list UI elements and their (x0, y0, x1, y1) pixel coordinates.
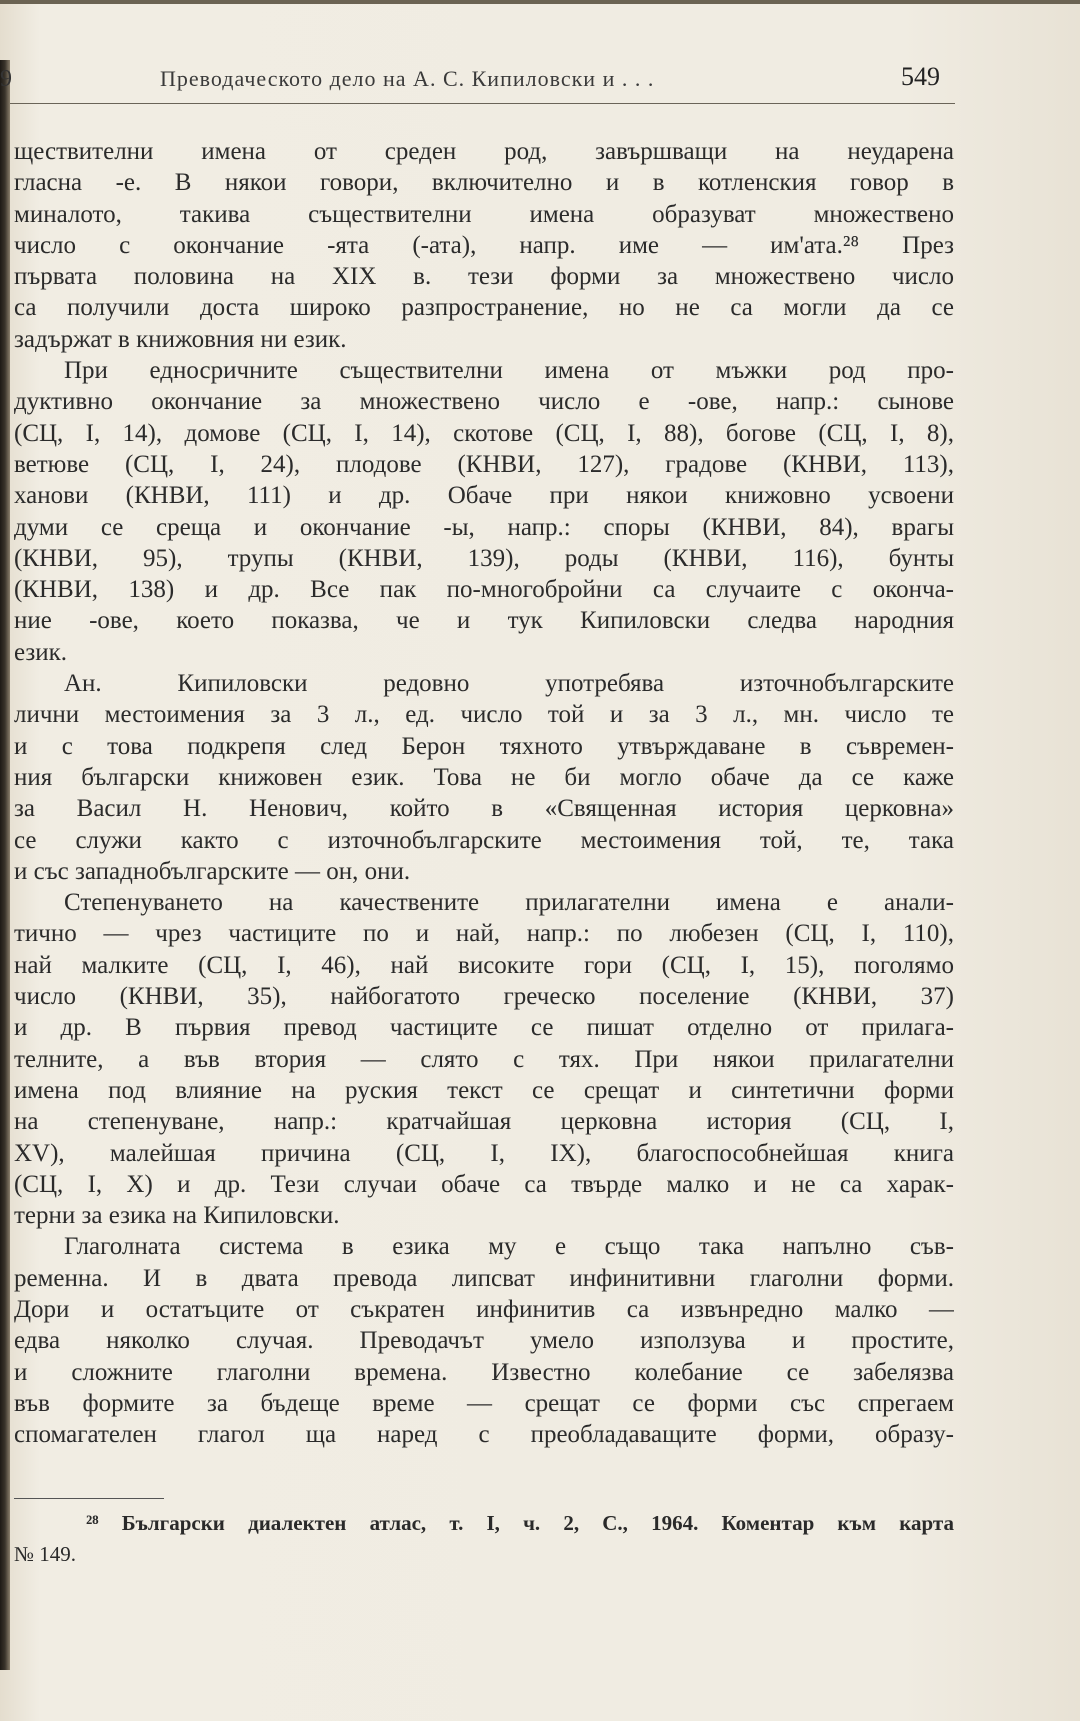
text-line: Ан. Кипиловски редовно употребява източнобългарските (64, 670, 954, 698)
header-left-fragment: 9 (0, 66, 12, 92)
footnote-rule (14, 1498, 164, 1499)
text-line: ременна. И в двата превода липсват инфинитивни глаголни форми. (14, 1264, 954, 1292)
text-line: ханови (КНВИ, 111) и др. Обаче при някои книжовно усвоени (14, 482, 954, 510)
footnote-line: № 149. (14, 1542, 77, 1566)
text-line: При едносричните съществителни имена от мъжки род про- (64, 357, 954, 385)
running-title: Преводаческото дело на А. С. Кипиловски и . . . (160, 66, 655, 91)
text-line: ние -ове, което показва, че и тук Кипиловски следва народния (14, 607, 954, 635)
text-line: език. (14, 638, 68, 666)
text-line: лични местоимения за 3 л., ед. число той и за 3 л., мн. число те (14, 701, 954, 729)
text-line: Степенуването на качествените прилагателни имена е анали- (64, 889, 954, 917)
text-line: на степенуване, напр.: кратчайшая церковна история (СЦ, I, (14, 1108, 954, 1136)
running-header (160, 62, 940, 96)
text-line: дуктивно окончание за множествено число е -ове, напр.: сынове (14, 388, 954, 416)
text-line: телните, а във втория — слято с тях. При някои прилагателни (14, 1045, 954, 1073)
text-line: (СЦ, I, 14), домове (СЦ, I, 14), скотове (СЦ, I, 88), богове (СЦ, I, 8), (14, 419, 954, 447)
text-line: терни за езика на Кипиловски. (14, 1202, 340, 1230)
text-line: и др. В първия превод частиците се пишат отделно от прилага- (14, 1014, 954, 1042)
text-line: (КНВИ, 138) и др. Все пак по-многобройни са случаите с оконча- (14, 576, 954, 604)
text-line: тично — чрез частиците по и най, напр.: по любезен (СЦ, I, 110), (14, 920, 954, 948)
text-line: Глаголната система в езика му е също така напълно съв- (64, 1233, 954, 1261)
text-line: и със западнобългарските — он, они. (14, 857, 411, 885)
text-line: и сложните глаголни времена. Известно колебание се забелязва (14, 1358, 954, 1386)
text-line: ветюве (СЦ, I, 24), плодове (КНВИ, 127), градове (КНВИ, 113), (14, 450, 954, 478)
text-line: (КНВИ, 95), трупы (КНВИ, 139), роды (КНВИ, 116), бунты (14, 544, 954, 572)
text-line: миналото, такива съществителни имена образуват множествено (14, 200, 954, 228)
text-line: Дори и остатъците от съкратен инфинитив са извънредно малко — (14, 1295, 954, 1323)
text-line: за Васил Н. Ненович, който в «Священная история церковна» (14, 795, 954, 823)
text-line: число с окончание -ята (-ата), напр. име — им'ата.²⁸ През (14, 231, 954, 259)
text-line: имена под влияние на руския текст се срещат и синтетични форми (14, 1076, 954, 1104)
text-line: (СЦ, I, X) и др. Тези случаи обаче са твърде малко и не са харак- (14, 1170, 954, 1198)
page-top-edge (0, 0, 1080, 4)
text-line: се служи както с източнобългарските местоимения той, те, така (14, 826, 954, 854)
page-number: 549 (901, 62, 940, 91)
text-line: във формите за бъдеще време — срещат се форми със спрегаем (14, 1389, 954, 1417)
footnote-line: ²⁸ Български диалектен атлас, т. I, ч. 2, С., 1964. Коментар към карта (86, 1511, 954, 1535)
text-line: и с това подкрепя след Берон тяхното утвърждаване в съвремен- (14, 732, 954, 760)
text-line: са получили доста широко разпространение, но не са могли да се (14, 294, 954, 322)
header-rule (10, 103, 955, 104)
text-line: думи се среща и окончание -ы, напр.: споры (КНВИ, 84), врагы (14, 513, 954, 541)
text-line: ществителни имена от среден род, завършващи на неударена (14, 138, 954, 165)
text-line: най малките (СЦ, I, 46), най високите гори (СЦ, I, 15), поголямо (14, 951, 954, 979)
text-line: първата половина на XIX в. тези форми за множествено число (14, 263, 954, 291)
text-line: спомагателен глагол ща наред с преобладаващите форми, образу- (14, 1421, 954, 1449)
text-line: ния български книжовен език. Това не би могло обаче да се каже (14, 763, 954, 791)
body-text (14, 136, 954, 1450)
text-line: едва няколко случая. Преводачът умело използува и простите, (14, 1327, 954, 1355)
text-line: число (КНВИ, 35), найбогатото греческо поселение (КНВИ, 37) (14, 983, 954, 1011)
footnote (14, 1508, 954, 1570)
text-line: XV), малейшая причина (СЦ, I, IX), благоспособнейшая книга (14, 1139, 954, 1167)
text-line: гласна -е. В някои говори, включително и в котленския говор в (14, 169, 954, 197)
binding-shadow (0, 60, 10, 1670)
text-line: задържат в книжовния ни език. (14, 325, 347, 353)
